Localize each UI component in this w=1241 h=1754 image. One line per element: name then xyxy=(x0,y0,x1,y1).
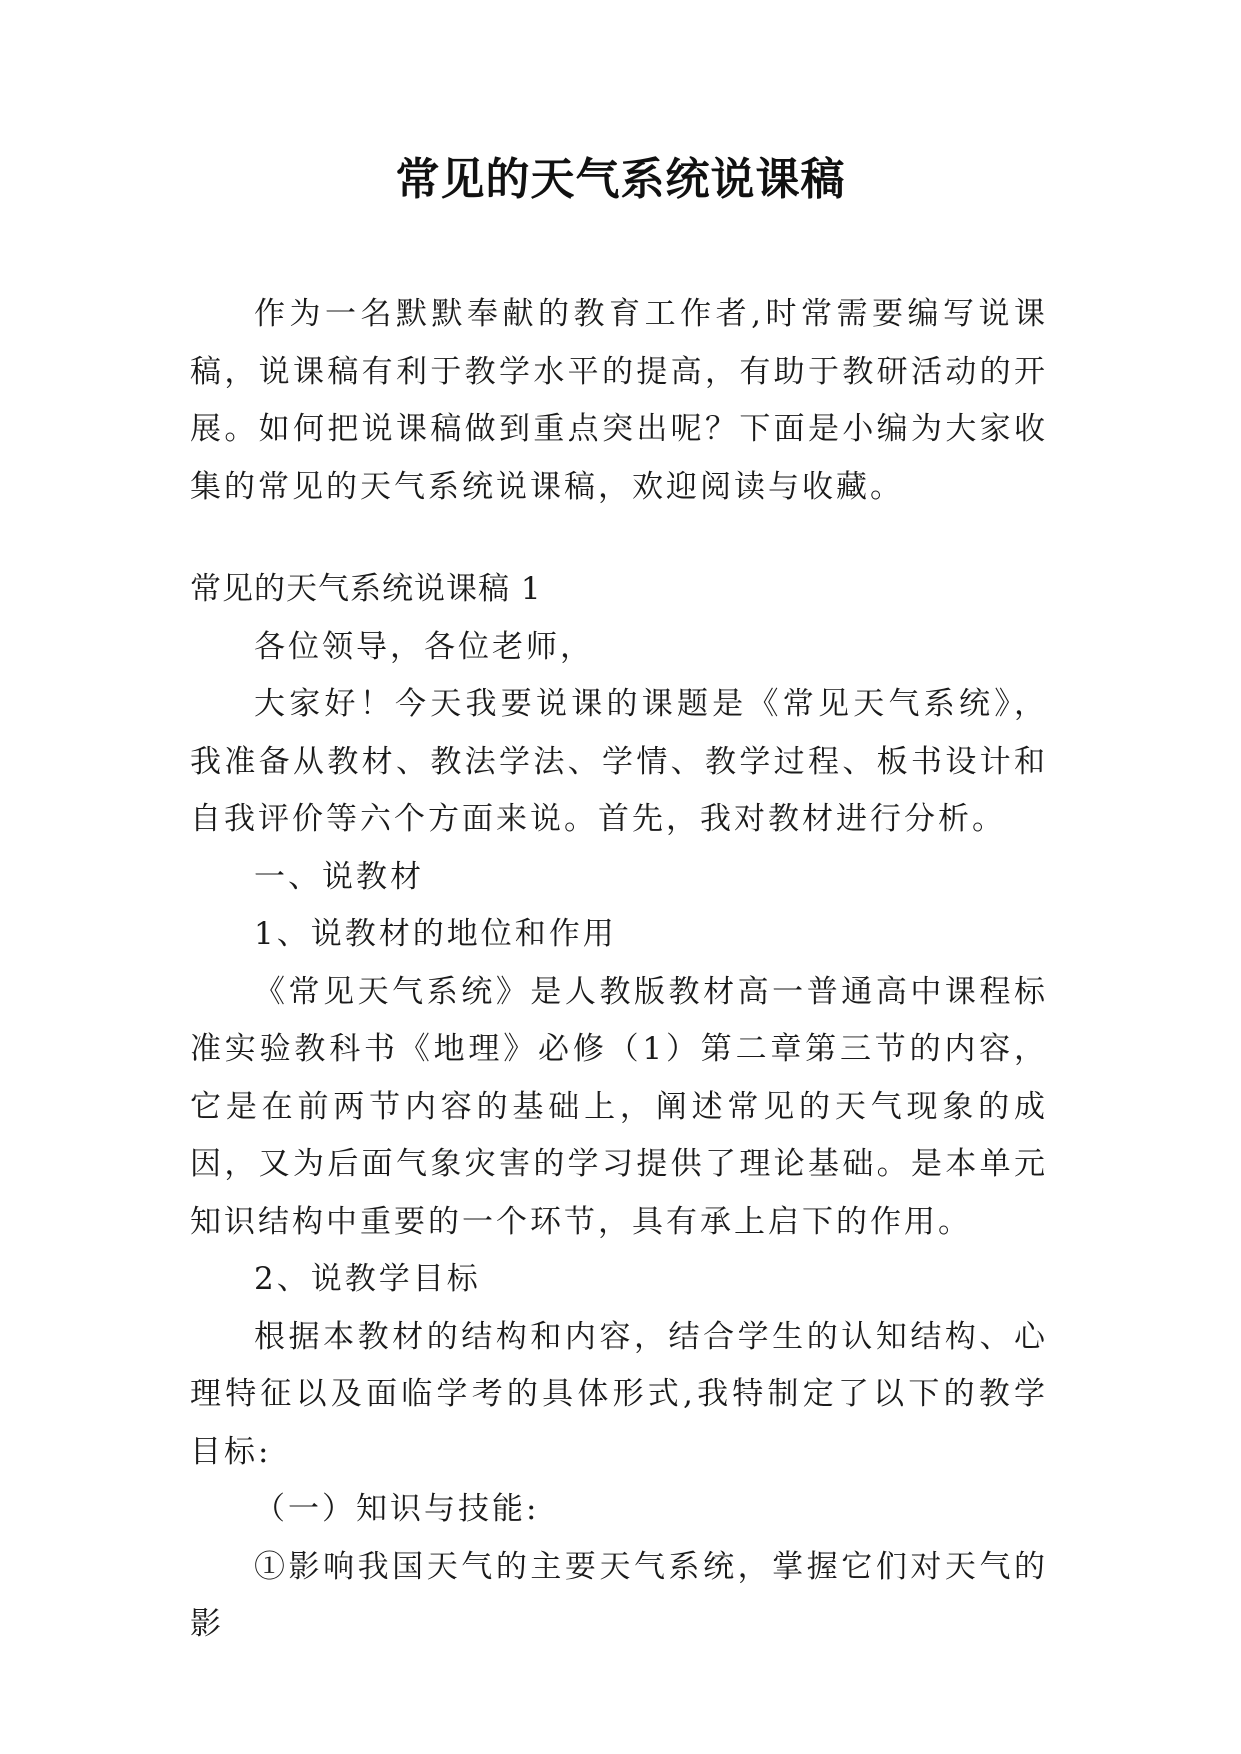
heading-knowledge-skills: （一）知识与技能: xyxy=(254,1491,540,1527)
heading-textbook: 一、说教材 xyxy=(254,858,424,895)
paragraph-greeting: 各位领导，各位老师， xyxy=(254,628,594,665)
heading-position-role: 1、说教材的地位和作用 xyxy=(254,916,617,952)
document-body xyxy=(190,286,1048,1654)
paragraph-teaching-goals: 根据本教材的结构和内容，结合学生的认知结构、心理特征以及面临学考的具体形式,我特制定了以下的教学目标: xyxy=(190,1318,1048,1470)
heading-teaching-goals: 2、说教学目标 xyxy=(254,1261,481,1297)
paragraph-knowledge-item: ①影响我国天气的主要天气系统，掌握它们对天气的影 xyxy=(190,1548,1048,1642)
paragraph-position-role: 《常见天气系统》是人教版教材高一普通高中课程标准实验教科书《地理》必修（1）第二章第三节的内容，它是在前两节内容的基础上，阐述常见的天气现象的成因，又为后面气象灾害的学习提供了理论基础。是本单元知识结构中重要的一个环节，具有承上启下的作用。 xyxy=(190,973,1048,1240)
paragraph-intro-topic: 大家好！今天我要说课的课题是《常见天气系统》，我准备从教材、教法学法、学情、教学过程、板书设计和自我评价等六个方面来说。首先，我对教材进行分析。 xyxy=(190,686,1048,837)
document-title: 常见的天气系统说课稿 xyxy=(395,154,846,205)
section-title: 常见的天气系统说课稿 1 xyxy=(190,571,542,607)
intro-paragraph: 作为一名默默奉献的教育工作者,时常需要编写说课稿，说课稿有利于教学水平的提高，有助于教研活动的开展。如何把说课稿做到重点突出呢？下面是小编为大家收集的常见的天气系统说课稿，欢迎阅读与收藏。 xyxy=(190,296,1048,505)
